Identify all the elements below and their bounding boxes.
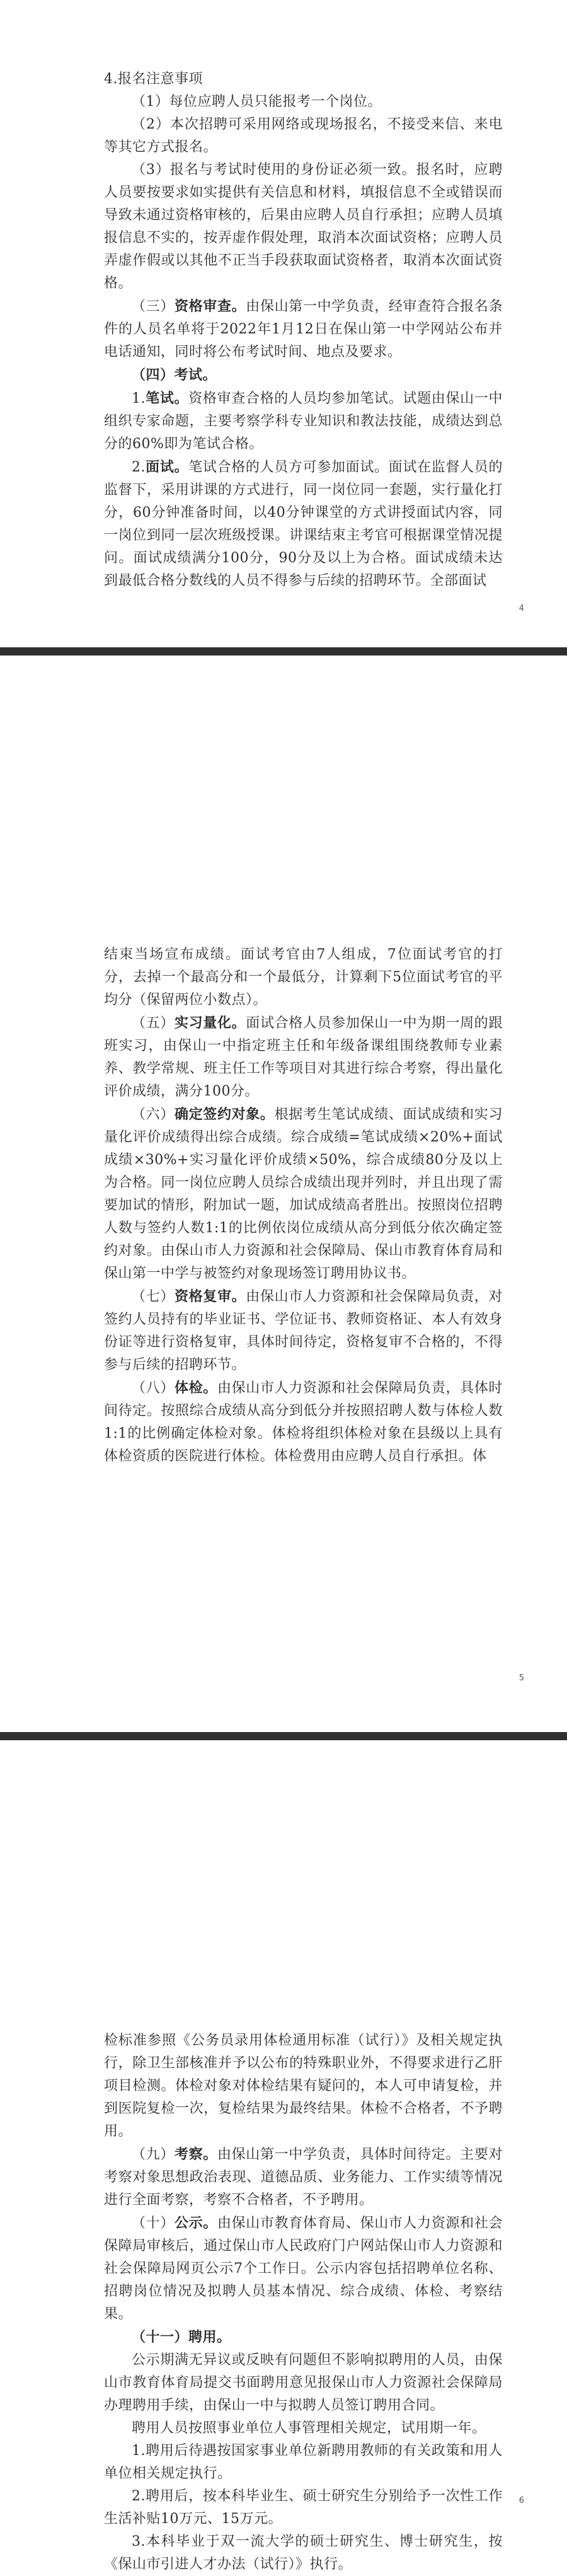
document-page-6: [0, 1740, 567, 2572]
paragraph-text: 4.报名注意事项: [104, 71, 203, 87]
page-separator: [0, 1732, 567, 1740]
bold-heading: （十一）聘用。: [132, 2329, 231, 2345]
paragraph-text: 笔试合格的人员方可参加面试。面试在监督人员的监督下，采用讲课的方式进行，同一岗位同一套题，实行量化打分，60分钟准备时间，以40分钟课堂的方式讲授面试内容，同一岗位到同一层次班级授课。讲课结束主考官可根据课堂情况提问。面试成绩满分100分，90分及以上为合格。面试成绩未达到最低合格分数线的人员不得参与后续的招聘环节。全部面试: [104, 459, 503, 589]
paragraph: [104, 2326, 503, 2349]
page-number: 4: [518, 604, 524, 613]
item-prefix: （七）: [132, 1289, 175, 1305]
paragraph: [104, 2349, 503, 2417]
item-prefix: 1.: [132, 391, 146, 407]
bold-heading: 资格审查。: [174, 298, 246, 315]
paragraph: [104, 1285, 503, 1377]
paragraph: [104, 456, 503, 592]
paragraph: [104, 2440, 503, 2485]
paragraph-text: 面试合格人员参加保山一中为期一周的跟班实习，由保山一中指定班主任和年级备课组围绕教师专业素养、教学常规、班主任工作等项目对其进行综合考察，得出量化评价成绩，满分100分。: [104, 1015, 503, 1099]
paragraph-text: 由保山市人力资源和社会保障局负责，具体时间待定。按照综合成绩从高分到低分并按照招聘人数与体检人数1:1的比例确定体检对象。体检将组织体检对象在县级以上具有体检资质的医院进行体检。体检费用由应聘人员自行承担。体: [104, 1380, 503, 1464]
document-page-4: [0, 0, 567, 647]
paragraph-text: （1）每位应聘人员只能报考一个岗位。: [132, 94, 382, 110]
paragraph-text: 1.聘用后待遇按国家事业单位新聘用教师的有关政策和用人单位相关规定执行。: [104, 2443, 503, 2481]
item-prefix: （三）: [132, 299, 175, 315]
paragraph-text: 由保山市人力资源和社会保障局负责，对签约人员持有的毕业证书、学位证书、教师资格证、本人有效身份证等进行资格复审，具体时间待定，资格复审不合格的，不得参与后续的招聘环节。: [104, 1289, 503, 1373]
paragraph: [104, 68, 503, 91]
paragraph: [104, 1103, 503, 1285]
bold-heading: （四）考试。: [132, 367, 217, 383]
item-prefix: （十）: [132, 2215, 175, 2231]
bold-heading: 体检。: [174, 1380, 217, 1396]
paragraph: [104, 113, 503, 159]
paragraph: [104, 91, 503, 113]
item-prefix: （六）: [132, 1107, 175, 1123]
paragraph-text: 由保山第一中学负责，具体时间待定。主要对考察对象思想政治表现、道德品质、业务能力、工作实绩等情况进行全面考察，考察不合格者，不予聘用。: [104, 2147, 503, 2208]
page-6-body: [104, 2030, 503, 2576]
page-4-body: [104, 68, 503, 592]
paragraph-text: 检标准参照《公务员录用体检通用标准（试行）》及相关规定执行，除卫生部核准并予以公布的特殊职业外，不得要求进行乙肝项目检测。体检对象对体检结果有疑问的，本人可申请复检，并到医院复检一次，复检结果为最终结果。体检不合格者，不予聘用。: [104, 2033, 503, 2139]
page-5-body: [104, 944, 503, 1468]
paragraph-text: 聘用人员按照事业单位人事管理相关规定，试用期一年。: [132, 2420, 486, 2436]
item-prefix: （九）: [132, 2147, 175, 2163]
paragraph-text: 由保山第一中学负责，经审查符合报名条件的人员名单将于2022年1月12日在保山第一中学网站公布并电话通知，同时将公布考试时间、地点及要求。: [104, 299, 503, 360]
paragraph: [104, 1012, 503, 1103]
document-page-5: [0, 656, 567, 1732]
page-number: 6: [518, 2496, 524, 2505]
paragraph: [104, 1377, 503, 1468]
paragraph-text: 3.本科毕业于双一流大学的硕士研究生、博士研究生，按《保山市引进人才办法（试行）》执行。: [104, 2534, 503, 2572]
paragraph-text: 公示期满无异议或反映有问题但不影响拟聘用的人员，由保山市教育体育局提交书面聘用意见报保山市人力资源社会保障局办理聘用手续，由保山一中与拟聘人员签订聘用合同。: [104, 2352, 503, 2413]
paragraph-text: 根据考生笔试成绩、面试成绩和实习量化评价成绩得出综合成绩。综合成绩=笔试成绩×20%+面试成绩×30%+实习量化评价成绩×50%，综合成绩80分及以上为合格。同一岗位应聘人员综合成绩出现并列时，并且出现了需要加试的情形，附加试一题，加试成绩高者胜出。按照岗位招聘人数与签约人数1:1的比例依岗位成绩从高分到低分依次确定签约对象。由保山市人力资源和社会保障局、保山市教育体育局和保山第一中学与被签约对象现场签订聘用协议书。: [104, 1107, 503, 1281]
page-number: 5: [518, 1673, 524, 1683]
paragraph: [104, 364, 503, 387]
bold-heading: 笔试。: [146, 390, 189, 407]
paragraph: [104, 2485, 503, 2531]
paragraph: [104, 944, 503, 1012]
item-prefix: 2.: [132, 459, 146, 475]
paragraph-text: （2）本次招聘可采用网络或现场报名，不接受来信、来电等其它方式报名。: [104, 117, 503, 155]
page-separator: [0, 647, 567, 656]
bold-heading: 面试。: [146, 459, 189, 475]
bold-heading: 确定签约对象。: [174, 1106, 275, 1123]
bold-heading: 实习量化。: [174, 1015, 246, 1031]
paragraph: [104, 2212, 503, 2326]
paragraph: [104, 2531, 503, 2576]
item-prefix: （五）: [132, 1015, 175, 1031]
paragraph: [104, 159, 503, 295]
paragraph: [104, 2030, 503, 2143]
paragraph: [104, 295, 503, 364]
bold-heading: 资格复审。: [174, 1288, 246, 1305]
bold-heading: 公示。: [174, 2215, 217, 2231]
bold-heading: 考察。: [174, 2146, 217, 2163]
paragraph: [104, 2417, 503, 2440]
paragraph-text: 资格审查合格的人员均参加笔试。试题由保山一中组织专家命题，主要考察学科专业知识和教法技能，成绩达到总分的60%即为笔试合格。: [104, 391, 503, 452]
paragraph-text: 由保山市教育体育局、保山市人力资源和社会保障局审核后，通过保山市人民政府门户网站保山市人力资源和社会保障局网页公示7个工作日。公示内容包括招聘单位名称、招聘岗位情况及拟聘人员基本情况、综合成绩、体检、考察结果。: [104, 2215, 503, 2322]
item-prefix: （八）: [132, 1380, 175, 1396]
paragraph-text: 结束当场宣布成绩。面试考官由7人组成，7位面试考官的打分，去掉一个最高分和一个最低分，计算剩下5位面试考官的平均分（保留两位小数点）。: [104, 947, 503, 1008]
paragraph-text: （3）报名与考试时使用的身份证必须一致。报名时，应聘人员要按要求如实提供有关信息和材料，填报信息不全或错误而导致未通过资格审核的，后果由应聘人员自行承担；应聘人员填报信息不实的，按弄虚作假处理，取消本次面试资格；应聘人员弄虚作假或以其他不正当手段获取面试资格者，取消本次面试资格。: [104, 162, 503, 291]
paragraph: [104, 387, 503, 456]
paragraph: [104, 2143, 503, 2212]
paragraph-text: 2.聘用后，按本科毕业生、硕士研究生分别给予一次性工作生活补贴10万元、15万元。: [104, 2488, 503, 2527]
